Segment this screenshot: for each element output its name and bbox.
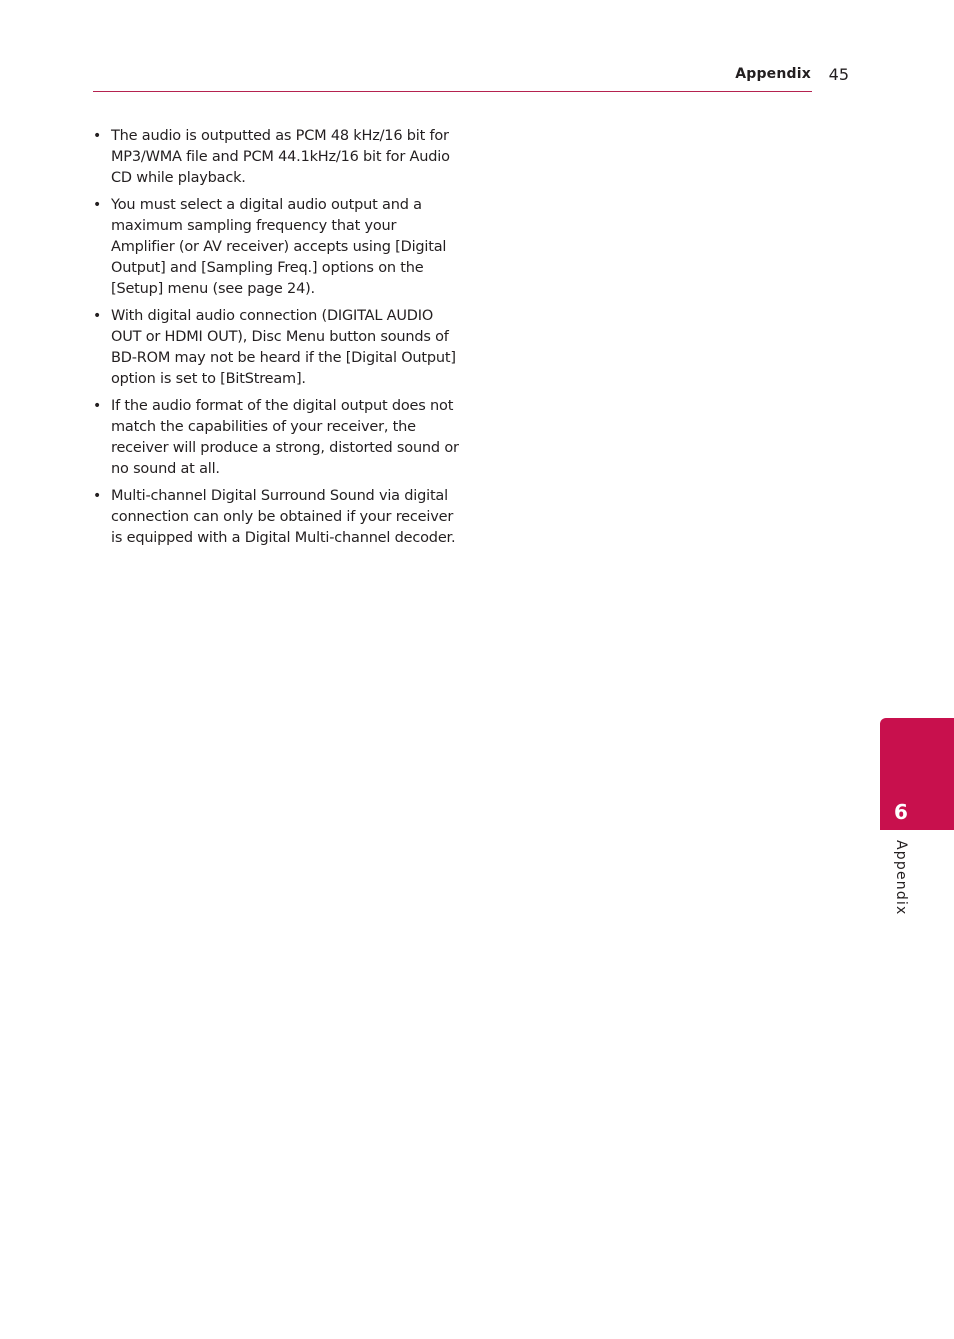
chapter-tab <box>880 718 954 830</box>
list-item <box>93 126 461 189</box>
header-section-title: Appendix <box>735 66 811 82</box>
list-item-text: The audio is outputted as PCM 48 kHz/16 bit for MP3/WMA file and PCM 44.1kHz/16 bit for Audio CD while playback. <box>111 128 450 186</box>
page-number: 45 <box>828 65 849 84</box>
chapter-number: 6 <box>894 800 908 824</box>
list-item-text: If the audio format of the digital output does not match the capabilities of your receiver, the receiver will produce a strong, distorted sound or no sound at all. <box>111 398 459 477</box>
chapter-tab-label: Appendix <box>893 840 909 916</box>
list-item <box>93 396 461 480</box>
bullet-icon: • <box>93 308 102 324</box>
bullet-list <box>93 126 461 549</box>
header-divider <box>93 91 812 92</box>
bullet-icon: • <box>93 197 102 213</box>
list-item-text: Multi-channel Digital Surround Sound via digital connection can only be obtained if your receiver is equipped with a Digital Multi-channel decoder. <box>111 488 456 546</box>
bullet-icon: • <box>93 398 102 414</box>
list-item-text: With digital audio connection (DIGITAL AUDIO OUT or HDMI OUT), Disc Menu button sounds of BD-ROM may not be heard if the [Digital Output] option is set to [BitStream]. <box>111 308 456 387</box>
list-item <box>93 486 461 549</box>
list-item-text: You must select a digital audio output and a maximum sampling frequency that your Amplifier (or AV receiver) accepts using [Digital Output] and [Sampling Freq.] options on the [Setup] menu (see page 24). <box>111 197 447 297</box>
list-item <box>93 306 461 390</box>
main-content <box>93 126 461 555</box>
list-item <box>93 195 461 300</box>
bullet-icon: • <box>93 488 102 504</box>
page-header <box>93 60 853 92</box>
bullet-icon: • <box>93 128 102 144</box>
